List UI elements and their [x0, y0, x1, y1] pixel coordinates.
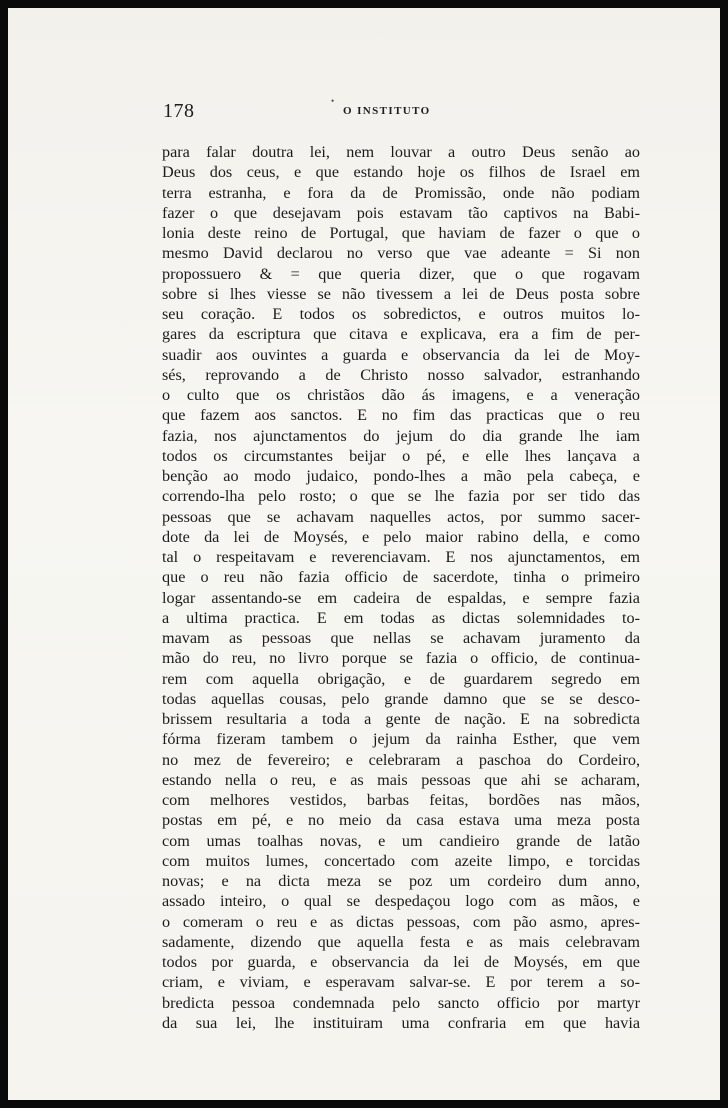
- text-line: fazer o que desejavam pois estavam tão captivos na Babi-: [162, 203, 640, 222]
- text-line: correndo-lha pelo rosto; o que se lhe fazia por ser tido das: [162, 487, 640, 506]
- text-line: mavam as pessoas que nellas se achavam juramento da: [162, 629, 640, 647]
- page-header: [163, 96, 643, 124]
- text-line: brissem resultaria a toda a gente de nação. E na sobredicta: [162, 710, 640, 728]
- text-line: suadir aos ouvintes a guarda e observancia da lei de Moy-: [162, 345, 640, 364]
- text-line: criam, e viviam, e esperavam salvar-se. E por terem a so-: [162, 973, 640, 992]
- text-line: seu coração. E todos os sobredictos, e outros muitos lo-: [162, 305, 640, 323]
- text-line: para falar doutra lei, nem louvar a outro Deus senão ao: [162, 143, 640, 161]
- header-mark: •: [331, 96, 335, 106]
- text-line: fórma fizeram tambem o jejum da rainha Esther, que vem: [162, 730, 640, 749]
- text-line: terra estranha, e fora da de Promissão, onde não podiam: [162, 183, 640, 202]
- text-line: todos os circumstantes beijar o pé, e elle lhes lançava a: [162, 446, 640, 465]
- text-line: tal o respeitavam e reverenciavam. E nos ajunctamentos, em: [162, 548, 640, 566]
- book-page: [8, 8, 720, 1100]
- text-line: benção ao modo judaico, pondo-lhes a mão pela cabeça, e: [162, 467, 640, 485]
- text-line: mesmo David declarou no verso que vae adeante = Si non: [162, 244, 640, 263]
- text-line: sés, reprovando a de Christo nosso salvador, estranhando: [162, 365, 640, 384]
- text-line: lonia deste reino de Portugal, que haviam de fazer o que o: [162, 224, 640, 242]
- text-line: logar assentando-se em cadeira de espaldas, e sempre fazia: [162, 588, 640, 607]
- text-line: gares da escriptura que citava e explicava, era a fim de per-: [162, 325, 640, 344]
- text-line: com melhores vestidos, barbas feitas, bordões nas mãos,: [162, 791, 640, 809]
- text-line: assado inteiro, o qual se despedaçou logo com as mãos, e: [162, 892, 640, 911]
- text-line: propossuero & = que queria dizer, que o que rogavam: [162, 264, 640, 283]
- text-line: Deus dos ceus, e que estando hoje os filhos de Israel em: [162, 163, 640, 182]
- text-line: no mez de fevereiro; e celebraram a paschoa do Cordeiro,: [162, 750, 640, 769]
- text-line: pessoas que se achavam naquelles actos, por summo sacer-: [162, 507, 640, 526]
- text-line: sobre si lhes viesse se não tivessem a lei de Deus posta sobre: [162, 284, 640, 303]
- text-line: todos por guarda, e observancia da lei de Moysés, em que: [162, 953, 640, 971]
- text-line: a ultima practica. E em todas as dictas solemnidades to-: [162, 608, 640, 627]
- body-text: [162, 142, 640, 1033]
- text-line: da sua lei, lhe instituiram uma confraria em que havia: [162, 1013, 640, 1032]
- text-line: bredicta pessoa condemnada pelo sancto officio por martyr: [162, 993, 640, 1012]
- page-number: 178: [163, 100, 195, 122]
- text-line: com umas toalhas novas, e um candieiro grande de latão: [162, 831, 640, 850]
- text-line: o comeram o reu e as dictas pessoas, com pão asmo, apres-: [162, 912, 640, 931]
- text-line: novas; e na dicta meza se poz um cordeiro dum anno,: [162, 872, 640, 890]
- running-title: O INSTITUTO: [343, 105, 431, 117]
- text-line: o culto que os christãos dão ás imagens, e a veneração: [162, 386, 640, 404]
- text-line: dote da lei de Moysés, e pelo maior rabino della, e como: [162, 527, 640, 546]
- text-line: postas em pé, e no meio da casa estava uma meza posta: [162, 811, 640, 830]
- text-line: rem com aquella obrigação, e de guardarem segredo em: [162, 669, 640, 688]
- text-line: sadamente, dizendo que aquella festa e as mais celebravam: [162, 932, 640, 951]
- text-line: fazia, nos ajunctamentos do jejum do dia grande lhe iam: [162, 426, 640, 445]
- text-line: todas aquellas cousas, pelo grande damno que se se desco-: [162, 689, 640, 708]
- text-line: que fazem aos sanctos. E no fim das practicas que o reu: [162, 406, 640, 425]
- text-line: com muitos lumes, concertado com azeite limpo, e torcidas: [162, 851, 640, 870]
- text-line: estando nella o reu, e as mais pessoas que ahi se acharam,: [162, 770, 640, 789]
- text-line: que o reu não fazia officio de sacerdote, tinha o primeiro: [162, 568, 640, 587]
- text-line: mão do reu, no livro porque se fazia o officio, de continua-: [162, 649, 640, 668]
